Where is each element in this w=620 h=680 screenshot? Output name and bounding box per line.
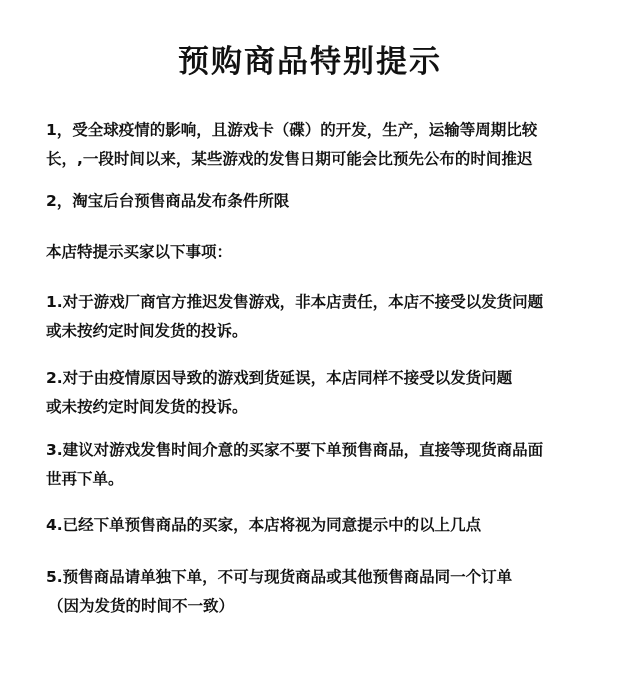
item-5-line-2: （因为发货的时间不一致）	[48, 597, 235, 615]
item-1-line-2: 或未按约定时间发货的投诉。	[46, 322, 248, 340]
reason-1-line-1: 1，受全球疫情的影响，且游戏卡（碟）的开发，生产，运输等周期比较	[46, 121, 538, 139]
item-2-line-1: 2.对于由疫情原因导致的游戏到货延误，本店同样不接受以发货问题	[46, 369, 513, 387]
item-3-line-1: 3.建议对游戏发售时间介意的买家不要下单预售商品，直接等现货商品面	[46, 441, 544, 459]
reason-2-line-1: 2，淘宝后台预售商品发布条件所限	[46, 192, 290, 210]
reason-paragraph-1	[46, 116, 586, 174]
item-2-line-2: 或未按约定时间发货的投诉。	[46, 398, 248, 416]
item-5-line-1: 5.预售商品请单独下单，不可与现货商品或其他预售商品同一个订单	[46, 568, 513, 586]
item-4-line-1: 4.已经下单预售商品的买家，本店将视为同意提示中的以上几点	[46, 516, 482, 534]
page-title: 预购商品特别提示	[178, 44, 442, 80]
notice-item-4	[46, 511, 586, 540]
item-3-line-2: 世再下单。	[46, 470, 124, 488]
notice-item-2	[46, 364, 586, 422]
notice-item-3	[46, 436, 586, 494]
item-1-line-1: 1.对于游戏厂商官方推迟发售游戏，非本店责任，本店不接受以发货问题	[46, 293, 544, 311]
notice-item-5	[46, 563, 586, 621]
intro-text	[46, 238, 586, 267]
notice-item-1	[46, 288, 586, 346]
reason-paragraph-2	[46, 187, 586, 216]
reason-1-line-2: 长，,一段时间以来，某些游戏的发售日期可能会比预先公布的时间推迟	[46, 150, 533, 168]
intro-line: 本店特提示买家以下事项：	[46, 243, 233, 261]
